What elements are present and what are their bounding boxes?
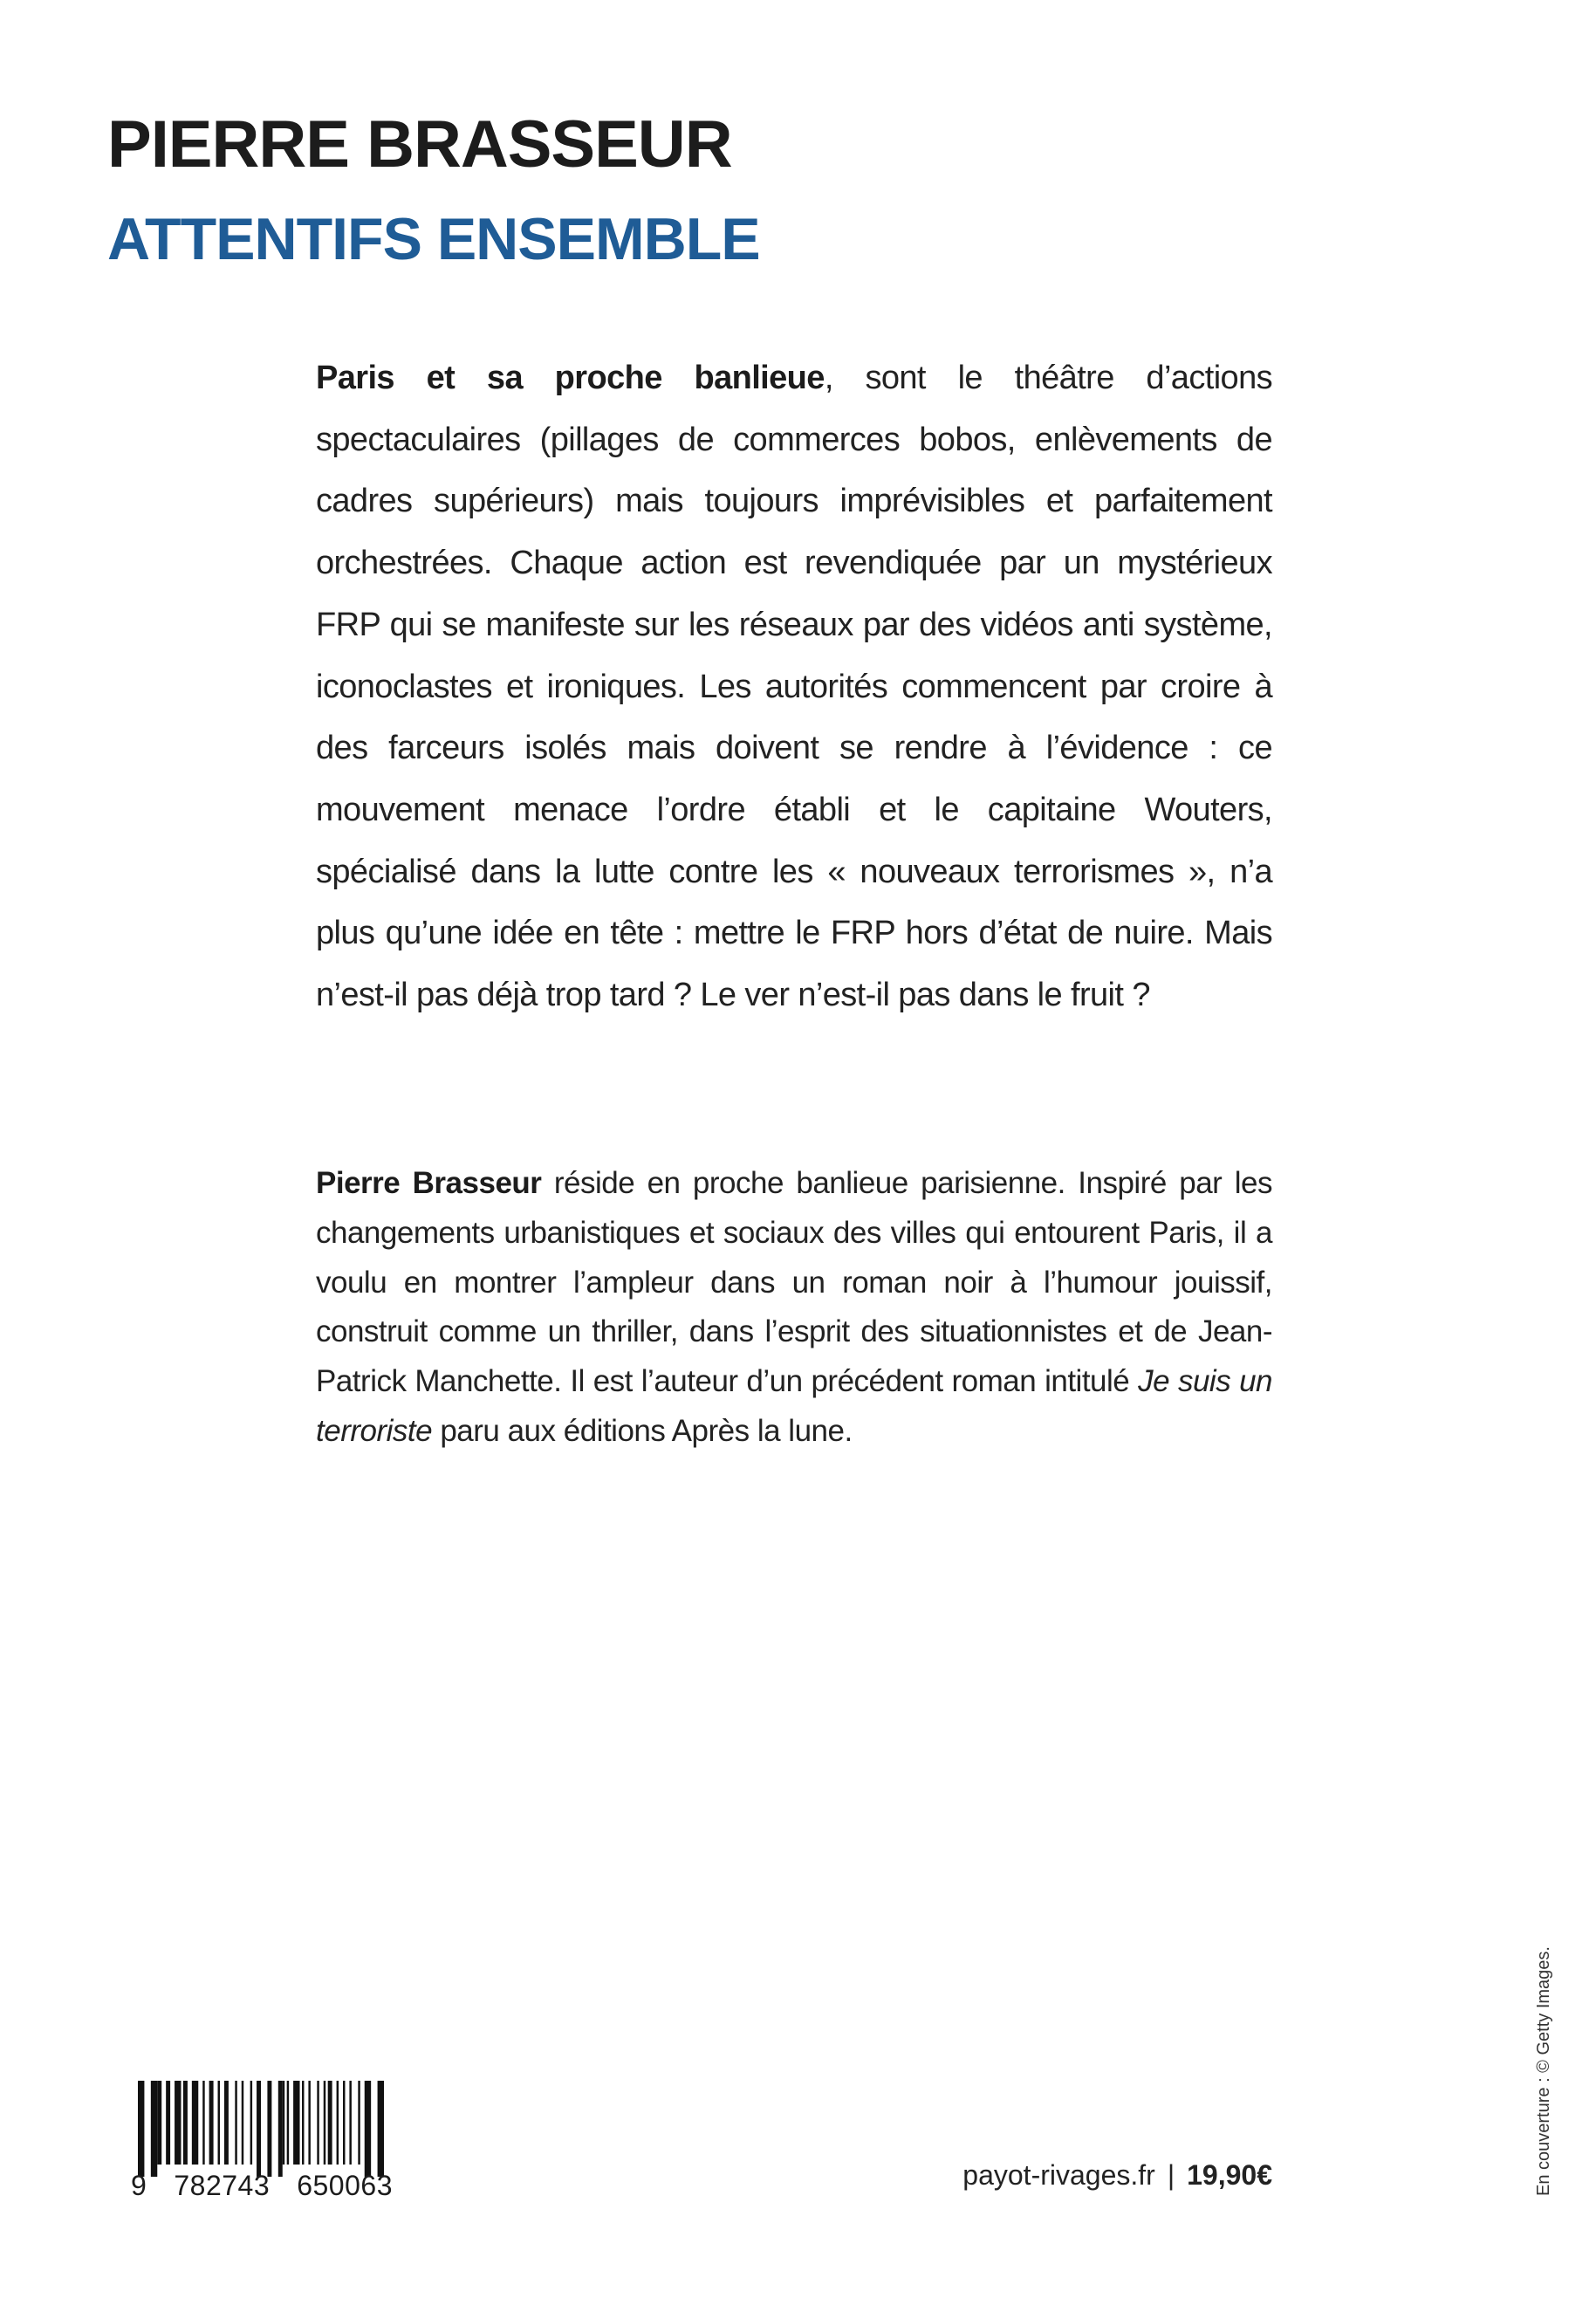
barcode-bar — [250, 2081, 252, 2165]
isbn-digits — [131, 2171, 393, 2199]
barcode-bar — [183, 2081, 188, 2165]
price: 19,90€ — [1187, 2159, 1272, 2191]
blurb-lead: Paris et sa proche banlieue — [316, 360, 825, 396]
bio-text-before: réside en proche banlieue parisienne. Inspiré par les changements urbanistiques et sociaux des villes qui entourent Paris, il a voulu en montrer l’ampleur dans un roman noir à l’humour jouissif, construit comme un thriller, dans l’esprit des situationnistes et de Jean-Patrick Manchette. Il est l’auteur d’un précédent roman intitulé — [316, 1166, 1272, 1399]
barcode-bar — [235, 2081, 236, 2165]
barcode-bar — [349, 2081, 351, 2165]
barcode-bar — [287, 2081, 289, 2165]
barcode-bar — [218, 2081, 220, 2165]
barcode-bar — [343, 2081, 345, 2165]
barcode-bar — [257, 2081, 261, 2177]
cover-credit — [1531, 1934, 1558, 2196]
isbn-barcode — [131, 2081, 393, 2203]
barcode-bar — [378, 2081, 384, 2177]
bio-text-after: paru aux éditions Après la lune. — [432, 1413, 853, 1448]
bio-author-name: Pierre Brasseur — [316, 1166, 542, 1200]
cover-credit-text: En couverture : © Getty Images. — [1534, 1946, 1553, 2196]
barcode-bar — [308, 2081, 310, 2165]
author-bio — [316, 1159, 1272, 1457]
barcode-bar — [324, 2081, 325, 2165]
publisher-website: payot-rivages.fr — [962, 2159, 1155, 2191]
barcode-bar — [267, 2081, 271, 2177]
barcode-bar — [242, 2081, 243, 2165]
barcode-bar — [293, 2081, 299, 2165]
isbn-left-group: 782743 — [174, 2170, 271, 2201]
isbn-right-group: 650063 — [297, 2170, 393, 2201]
book-title: ATTENTIFS ENSEMBLE — [107, 206, 760, 272]
barcode-bar — [166, 2081, 170, 2165]
barcode-bar — [175, 2081, 181, 2165]
barcode-bar — [202, 2081, 204, 2165]
barcode-bar — [224, 2081, 229, 2165]
bio-previous-title: Je suis un terroriste — [316, 1364, 1272, 1448]
barcode-bar — [302, 2081, 304, 2165]
barcode-bar — [278, 2081, 283, 2177]
barcode-bar — [192, 2081, 198, 2165]
blurb-text: , sont le théâtre d’actions spectaculaires (pillages de commerces bobos, enlèvements de cadres supérieurs) mais toujours imprévisibles et parfaitement orchestrées. Chaque action est revendiquée par un mystérieux FRP qui se manifeste sur les réseaux par des vidéos anti système, iconoclastes et ironiques. Les autorités commencent par croire à des farceurs isolés mais doivent se rendre à l’évidence : ce mouvement menace l’ordre établi et le capitaine Wouters, spécialisé dans la lutte contre les « nouveaux terrorismes », n’a plus qu’une idée en tête : mettre le FRP hors d’état de nuire. Mais n’est-il pas déjà trop tard ? Le ver n’est-il pas dans le fruit ? — [316, 360, 1272, 1014]
barcode-bar — [317, 2081, 319, 2165]
footer-separator: | — [1167, 2159, 1175, 2191]
barcode-bar — [283, 2081, 284, 2165]
isbn-lead-digit: 9 — [131, 2170, 147, 2201]
blurb-paragraph — [316, 347, 1272, 1026]
barcode-bar — [209, 2081, 214, 2165]
barcode-bar — [328, 2081, 332, 2165]
barcode-bar — [138, 2081, 144, 2177]
barcode-bar — [365, 2081, 371, 2177]
author-name: PIERRE BRASSEUR — [107, 107, 732, 182]
barcode-bar — [337, 2081, 339, 2165]
publisher-price-line — [962, 2161, 1272, 2189]
barcode-bar — [151, 2081, 157, 2177]
barcode-bar — [358, 2081, 360, 2165]
barcode-bars — [138, 2081, 391, 2177]
barcode-bar — [157, 2081, 161, 2165]
